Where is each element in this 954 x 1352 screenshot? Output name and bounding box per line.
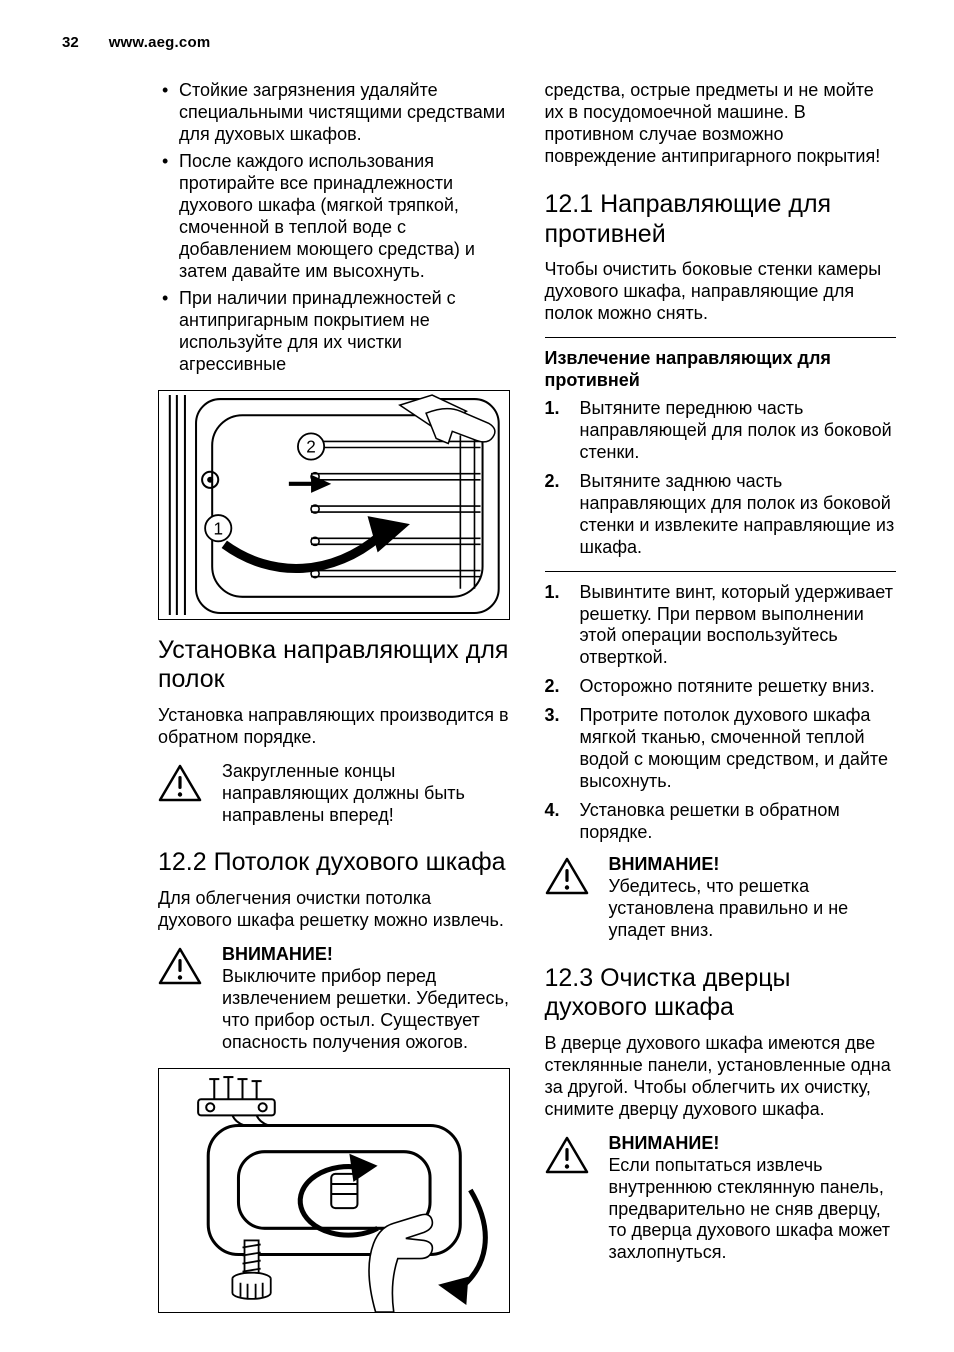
warning-title: ВНИМАНИЕ! bbox=[608, 1132, 720, 1153]
list-item: • При наличии принадлежностей с антипригарным покрытием не используйте для их чистки агрессивные bbox=[158, 288, 510, 376]
removal-subheading: Извлечение направляющих для противней bbox=[544, 347, 831, 390]
warning-triangle-icon bbox=[545, 1133, 591, 1265]
hand-icon bbox=[400, 395, 495, 443]
cleaning-tips-list bbox=[158, 80, 510, 375]
step-item: Осторожно потяните решетку вниз. bbox=[579, 676, 875, 697]
warning-ceiling-remove bbox=[158, 944, 510, 1054]
warning-triangle-icon bbox=[158, 944, 204, 1054]
warning-title: ВНИМАНИЕ! bbox=[608, 854, 720, 875]
list-item: • После каждого использования протирайте все принадлежности духового шкафа (мягкой тряпкой, смоченной в теплой воде с добавлением моющего средства) и затем давайте им высохнуть. bbox=[158, 151, 510, 283]
warning-grid-installed bbox=[545, 854, 897, 942]
section-12-3-intro: В дверце духового шкафа имеются две стеклянные панели, установленные одна за другой. Чтобы облегчить их очистку, снимите дверцу духового шкафа. bbox=[544, 1032, 891, 1119]
two-column-layout bbox=[158, 80, 896, 1328]
divider bbox=[545, 571, 897, 572]
oven-rails-figure bbox=[158, 390, 510, 620]
warning-text: Выключите прибор перед извлечением решетки. Убедитесь, что прибор остыл. Существует опасность получения ожогов. bbox=[222, 965, 509, 1052]
warning-text: Если попытаться извлечь внутреннюю стеклянную панель, предварительно не сняв дверцу, то дверца духового шкафа может захлопнуться. bbox=[608, 1154, 891, 1263]
screw-icon bbox=[232, 1240, 270, 1298]
note-text: Закругленные концы направляющих должны быть направлены вперед! bbox=[222, 760, 465, 825]
install-rails-text: Установка направляющих производится в обратном порядке. bbox=[158, 704, 509, 747]
warning-triangle-icon bbox=[158, 761, 204, 827]
step-label-2: 2 bbox=[306, 436, 316, 457]
heating-element-figure bbox=[158, 1068, 510, 1313]
section-heading-12-2: 12.2 Потолок духового шкафа bbox=[158, 848, 506, 877]
continuation-paragraph: средства, острые предметы и не мойте их в посудомоечной машине. В противном случае возможно повреждение антипригарного покрытия! bbox=[544, 80, 881, 167]
step-item: Установка решетки в обратном порядке. bbox=[579, 800, 840, 843]
warning-triangle-icon bbox=[545, 854, 591, 942]
section-12-1-intro: Чтобы очистить боковые стенки камеры духового шкафа, направляющие для полок можно снять. bbox=[544, 259, 882, 324]
section-heading-12-1: 12.1 Направляющие для противней bbox=[544, 190, 832, 248]
step-label-1: 1 bbox=[213, 517, 224, 538]
page-number: 32 bbox=[62, 34, 79, 51]
step-item: Протрите потолок духового шкафа мягкой тканью, смоченной теплой водой с моющим средством, и дайте высохнуть. bbox=[579, 705, 888, 792]
section-12-2-intro: Для облегчения очистки потолка духового шкафа решетку можно извлечь. bbox=[158, 887, 504, 930]
warning-text: Убедитесь, что решетка установлена правильно и не упадет вниз. bbox=[608, 875, 849, 940]
warning-door-panel bbox=[545, 1133, 897, 1265]
step-item: Вытяните переднюю часть направляющей для полок из боковой стенки. bbox=[579, 397, 892, 462]
section-heading-12-3: 12.3 Очистка дверцы духового шкафа bbox=[544, 963, 791, 1022]
figure-step-labels bbox=[205, 433, 324, 541]
ceiling-grid-steps bbox=[545, 582, 897, 844]
rail-removal-steps bbox=[545, 398, 897, 559]
divider bbox=[545, 337, 897, 338]
install-rails-heading: Установка направляющих для полок bbox=[158, 635, 509, 694]
content-column-left bbox=[158, 80, 510, 1328]
note-rounded-ends bbox=[158, 761, 510, 827]
site-url: www.aeg.com bbox=[108, 34, 211, 51]
content-column-right bbox=[545, 80, 897, 1328]
page-header bbox=[62, 34, 896, 52]
sweep-arrow-icon bbox=[224, 516, 410, 568]
warning-title: ВНИМАНИЕ! bbox=[222, 943, 333, 964]
list-item: • Стойкие загрязнения удаляйте специальными чистящими средствами для духовых шкафов. bbox=[158, 80, 510, 146]
step-item: Вытяните заднюю часть направляющих для полок из боковой стенки и извлеките направляющие из шкафа. bbox=[579, 470, 895, 557]
pull-direction-arrow-icon bbox=[289, 474, 331, 492]
step-item: Вывинтите винт, который удерживает решетку. При первом выполнении этой операции воспользуйтесь отверткой. bbox=[579, 581, 893, 668]
